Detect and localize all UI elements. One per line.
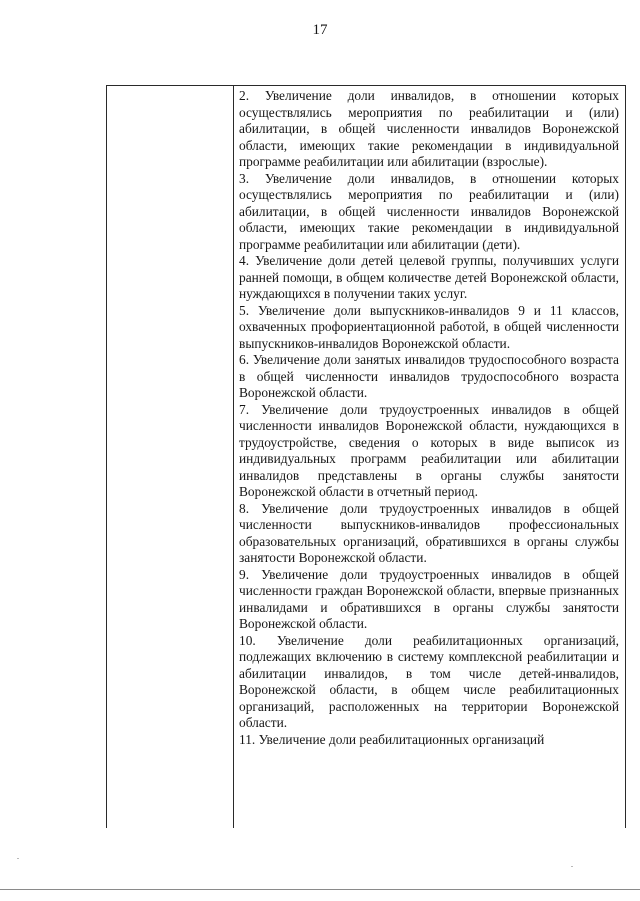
page-number: 17	[312, 22, 328, 38]
list-item: 9. Увеличение доли трудоустроенных инвалидов в общей численности граждан Воронежской области, впервые признанных инвалидами и обратившихся в органы службы занятости Воронежской области.	[239, 566, 619, 631]
list-item: 7. Увеличение доли трудоустроенных инвалидов в общей численности инвалидов Воронежской области, нуждающихся в трудоустройстве, сведения о которых в виде выписок из индивидуальных программ реабилитации или абилитации инвалидов представлены в органы службы занятости Воронежской области в отчетный период.	[239, 401, 619, 499]
content-table	[106, 85, 626, 828]
list-item: 6. Увеличение доли занятых инвалидов трудоспособного возраста в общей численности инвалидов трудоспособного возраста Воронежской области.	[239, 352, 619, 400]
list-item: 10. Увеличение доли реабилитационных организаций, подлежащих включению в систему комплексной реабилитации и абилитации инвалидов, в том числе детей-инвалидов, Воронежской области, в общем числе реабилитационных организаций, расположенных на территории Воронежской области.	[239, 632, 619, 730]
list-item: 11. Увеличение доли реабилитационных организаций	[239, 731, 545, 747]
list-item: 5. Увеличение доли выпускников-инвалидов 9 и 11 классов, охваченных профориентационной работой, в общей численности выпускников-инвалидов Воронежской области.	[239, 302, 619, 351]
list-item: 2. Увеличение доли инвалидов, в отношении которых осуществлялись мероприятия по реабилитации и (или) абилитации, в общей численности инвалидов Воронежской области, имеющих такие рекомендации в индивидуальной программе реабилитации или абилитации (взрослые).	[239, 88, 619, 169]
list-item: 4. Увеличение доли детей целевой группы, получивших услуги ранней помощи, в общем количестве детей Воронежской области, нуждающихся в получении таких услуг.	[239, 253, 619, 301]
list-item: 3. Увеличение доли инвалидов, в отношении которых осуществлялись мероприятия по реабилитации и (или) абилитации, в общей численности инвалидов Воронежской области, имеющих такие рекомендации в индивидуальной программе реабилитации или абилитации (дети).	[239, 170, 619, 252]
table-right-cell	[239, 88, 619, 748]
table-left-cell	[107, 86, 234, 828]
list-item: 8. Увеличение доли трудоустроенных инвалидов в общей численности выпускников-инвалидов профессиональных образовательных организаций, обратившихся в органы службы занятости Воронежской области.	[239, 500, 619, 565]
scan-edge-line	[0, 889, 640, 890]
scan-speck	[17, 858, 19, 859]
scan-speck	[571, 866, 573, 867]
